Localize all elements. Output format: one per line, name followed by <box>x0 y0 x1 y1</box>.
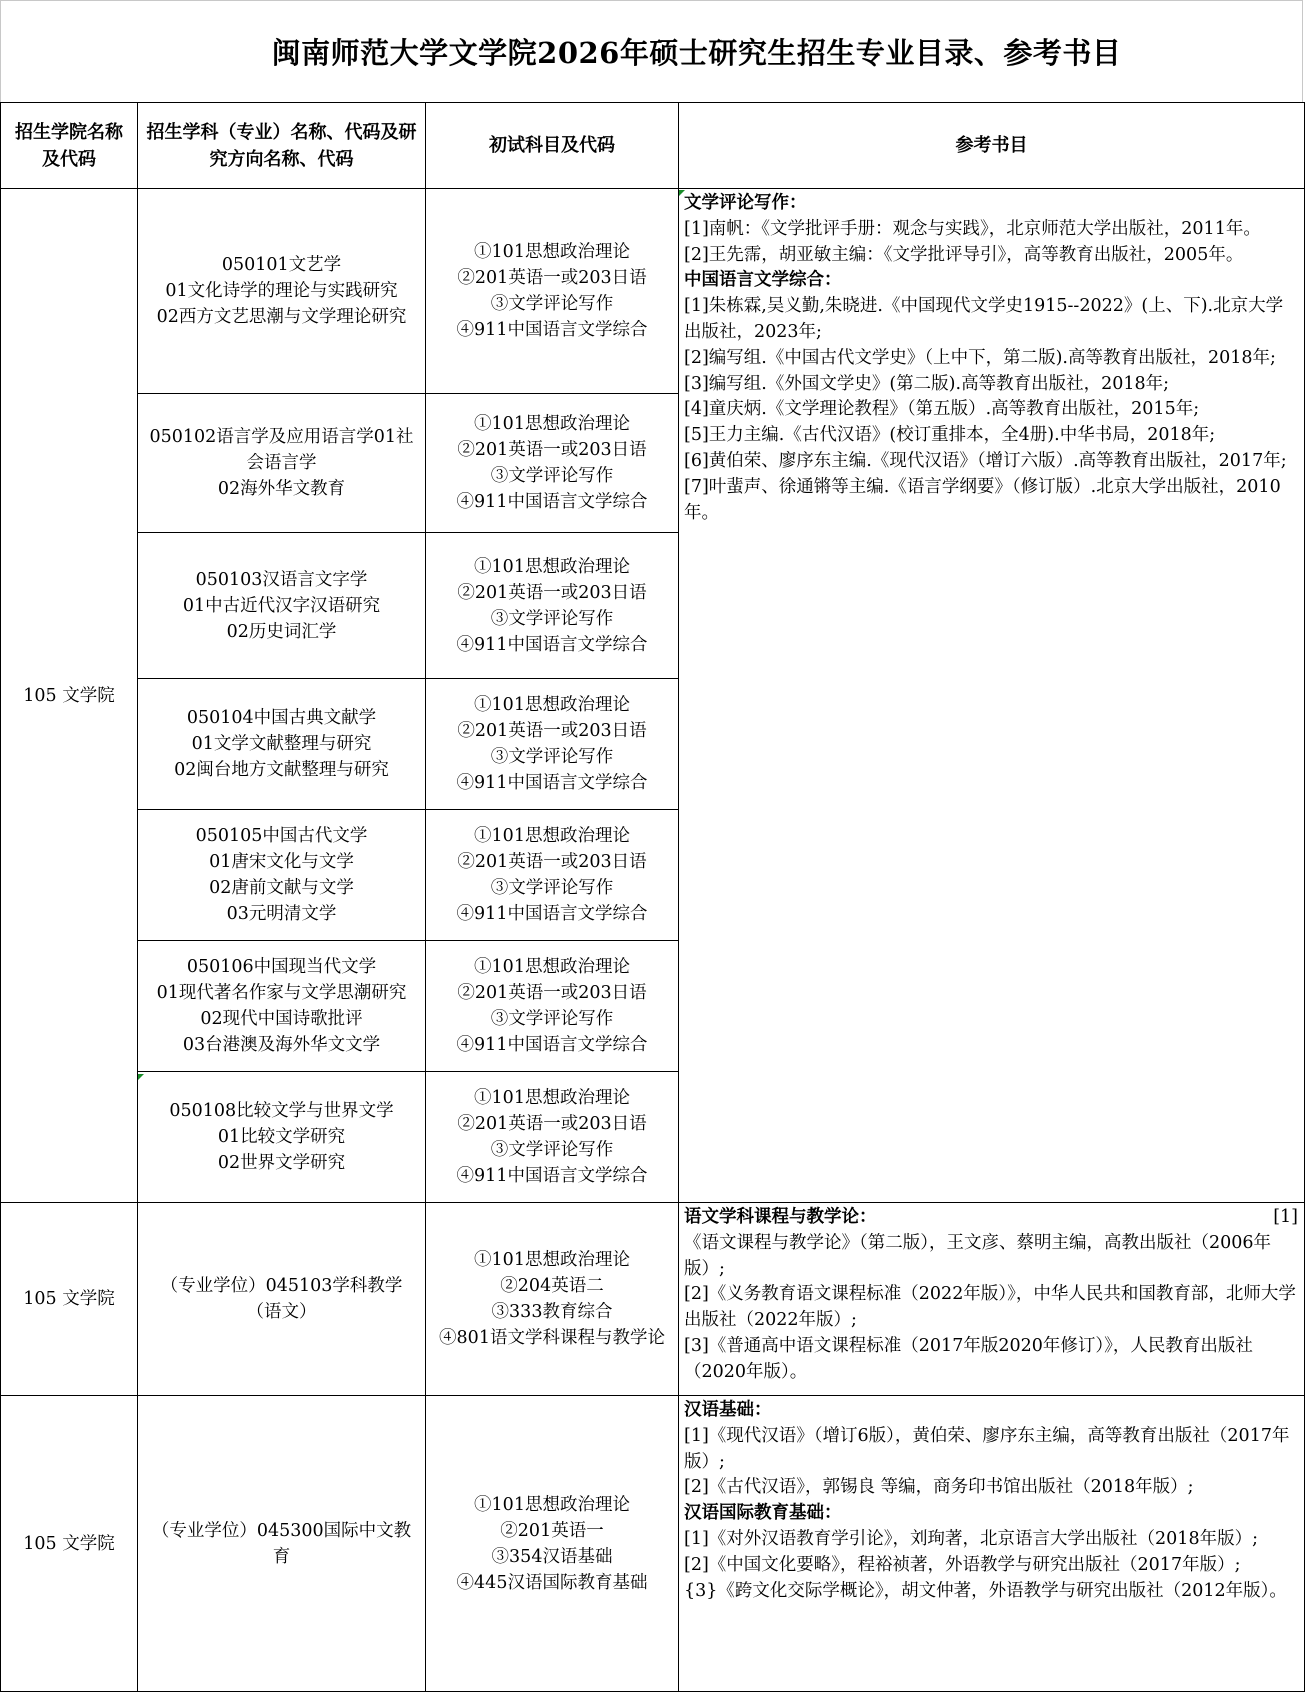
header-books: 参考书目 <box>679 103 1305 189</box>
exam-line: ②201英语一或203日语 <box>457 440 647 460</box>
major-line: 01文学文献整理与研究 <box>191 734 372 754</box>
exam-line: ④445汉语国际教育基础 <box>456 1572 648 1593</box>
exam-line: ③文学评论写作 <box>490 294 614 314</box>
exam-line: ③文学评论写作 <box>490 1009 614 1029</box>
major-line: 050104中国古典文献学 <box>186 708 377 728</box>
books-cell-045103 <box>679 1203 1305 1396</box>
exam-line: ④801语文学科课程与教学论 <box>439 1328 665 1348</box>
book-entry: {3}《跨文化交际学概论》，胡文仲著，外语教学与研究出版社（2012年版）。 <box>684 1580 1287 1601</box>
books-cell-045300 <box>679 1396 1305 1692</box>
exam-cell <box>426 394 679 533</box>
major-cell <box>138 679 426 810</box>
college-cell: 105 文学院 <box>1 1396 138 1692</box>
major-line: 02西方文艺思潮与文学理论研究 <box>156 307 407 327</box>
title-box <box>0 0 1303 102</box>
exam-line: ②204英语二 <box>500 1276 604 1296</box>
major-cell <box>138 810 426 941</box>
major-line: 050108比较文学与世界文学 <box>169 1101 394 1121</box>
cell-comment-marker <box>138 1074 144 1080</box>
exam-cell <box>426 1203 679 1396</box>
college-cell: 105 文学院 <box>1 189 138 1203</box>
exam-line: ②201英语一或203日语 <box>457 983 647 1003</box>
major-line: 02历史词汇学 <box>226 621 337 642</box>
exam-line: ③文学评论写作 <box>490 747 614 767</box>
exam-line: ①101思想政治理论 <box>474 826 630 846</box>
exam-line: ④911中国语言文学综合 <box>456 904 648 924</box>
major-line: 03元明清文学 <box>226 904 337 924</box>
book-entry: [2]王先霈，胡亚敏主编：《文学批评导引》，高等教育出版社，2005年。 <box>684 244 1244 265</box>
major-cell <box>138 941 426 1072</box>
major-cell <box>138 1072 426 1203</box>
exam-line: ①101思想政治理论 <box>474 242 630 262</box>
major-line: 050101文艺学 <box>221 255 342 275</box>
book-entry: [3]编写组.《外国文学史》(第二版).高等教育出版社，2018年; <box>684 373 1169 394</box>
major-line: 01比较文学研究 <box>217 1127 346 1147</box>
exam-line: ①101思想政治理论 <box>474 556 630 577</box>
exam-line: ④911中国语言文学综合 <box>456 1166 648 1186</box>
book-entry: [3]《普通高中语文课程标准（2017年版2020年修订）》，人民教育出版社（2020年版）。 <box>684 1335 1253 1382</box>
exam-line: ②201英语一或203日语 <box>457 852 647 872</box>
book-entry: [2]《古代汉语》，郭锡良 等编，商务印书馆出版社（2018年版）; <box>684 1477 1194 1498</box>
book-entry: [7]叶蜚声、徐通锵等主编.《语言学纲要》（修订版）.北京大学出版社，2010年。 <box>684 476 1281 523</box>
book-entry: [1]《现代汉语》（增订6版），黄伯荣、廖序东主编，高等教育出版社（2017年版）; <box>684 1425 1290 1472</box>
major-cell <box>138 533 426 679</box>
exam-cell <box>426 189 679 394</box>
major-line: 01中古近代汉字汉语研究 <box>182 595 381 616</box>
exam-line: ④911中国语言文学综合 <box>456 1035 648 1055</box>
book-entry: [5]王力主编.《古代汉语》(校订重排本，全4册).中华书局，2018年; <box>684 425 1216 446</box>
book-entry: [6]黄伯荣、廖序东主编.《现代汉语》（增订六版）.高等教育出版社，2017年; <box>684 450 1287 471</box>
exam-line: ①101思想政治理论 <box>474 957 630 977</box>
major-line: 02海外华文教育 <box>217 479 346 499</box>
exam-line: ④911中国语言文学综合 <box>456 773 648 793</box>
exam-line: ③文学评论写作 <box>490 1140 614 1160</box>
college-cell: 105 文学院 <box>1 1203 138 1396</box>
header-major: 招生学科（专业）名称、代码及研究方向名称、代码 <box>138 103 426 189</box>
major-cell <box>138 394 426 533</box>
exam-line: ②201英语一或203日语 <box>457 268 647 288</box>
book-entry: [2]编写组.《中国古代文学史》（上中下，第二版).高等教育出版社，2018年; <box>684 347 1276 368</box>
header-row <box>1 103 1305 189</box>
table-row <box>1 1203 1305 1396</box>
exam-line: ②201英语一或203日语 <box>457 582 647 603</box>
exam-cell <box>426 1396 679 1692</box>
book-entry: [1]《对外汉语教育学引论》，刘珣著，北京语言大学出版社（2018年版）; <box>684 1528 1258 1549</box>
books-section-title: 文学评论写作： <box>684 193 807 213</box>
major-cell: （专业学位）045103学科教学（语文） <box>138 1203 426 1396</box>
exam-line: ①101思想政治理论 <box>474 414 630 434</box>
major-line: 01唐宋文化与文学 <box>209 852 354 872</box>
exam-cell <box>426 1072 679 1203</box>
exam-line: ④911中国语言文学综合 <box>456 492 648 512</box>
exam-cell <box>426 679 679 810</box>
major-cell: （专业学位）045300国际中文教育 <box>138 1396 426 1692</box>
major-line: 01文化诗学的理论与实践研究 <box>165 281 398 301</box>
major-line: 050106中国现当代文学 <box>186 957 377 977</box>
table-row <box>1 189 1305 394</box>
exam-line: ④911中国语言文学综合 <box>456 320 648 340</box>
exam-line: ①101思想政治理论 <box>474 695 630 715</box>
book-entry: [2]《中国文化要略》，程裕祯著，外语教学与研究出版社（2017年版）; <box>684 1554 1241 1575</box>
header-college: 招生学院名称及代码 <box>1 103 138 189</box>
exam-line: ①101思想政治理论 <box>474 1494 630 1515</box>
exam-line: ①101思想政治理论 <box>474 1088 630 1108</box>
major-cell <box>138 189 426 394</box>
major-line: 050105中国古代文学 <box>195 826 368 846</box>
book-entry: [1]南帆：《文学批评手册：观念与实践》，北京师范大学出版社，2011年。 <box>684 218 1261 239</box>
major-line: 02闽台地方文献整理与研究 <box>174 760 389 780</box>
exam-cell <box>426 941 679 1072</box>
exam-line: ②201英语一或203日语 <box>457 721 647 741</box>
book-entry-index: [1] <box>1273 1207 1298 1227</box>
major-line: 050102语言学及应用语言学01社会语言学 <box>149 427 414 473</box>
exam-line: ②201英语一 <box>500 1520 604 1541</box>
cell-comment-marker <box>679 190 685 196</box>
books-section-row <box>684 1205 1298 1231</box>
major-line: 02世界文学研究 <box>217 1153 346 1173</box>
major-line: 03台港澳及海外华文文学 <box>182 1035 381 1055</box>
exam-line: ③文学评论写作 <box>490 878 614 898</box>
major-line: 02现代中国诗歌批评 <box>200 1009 363 1029</box>
books-section-title: 汉语国际教育基础： <box>684 1503 842 1524</box>
book-entry: [2]《义务教育语文课程标准（2022年版）》，中华人民共和国教育部，北师大学出版社（2022年版）; <box>684 1284 1296 1331</box>
book-entry: [4]童庆炳.《文学理论教程》（第五版）.高等教育出版社，2015年; <box>684 399 1200 420</box>
exam-cell <box>426 810 679 941</box>
books-section-title: 汉语基础： <box>684 1400 772 1420</box>
header-exam: 初试科目及代码 <box>426 103 679 189</box>
books-section-title: 语文学科课程与教学论： <box>684 1207 877 1227</box>
exam-line: ③333教育综合 <box>491 1302 613 1322</box>
book-entry: 《语文课程与教学论》（第二版），王文彦、蔡明主编，高教出版社（2006年版）; <box>684 1232 1272 1279</box>
page-title: 闽南师范大学文学院2026年硕士研究生招生专业目录、参考书目 <box>271 36 1122 70</box>
exam-line: ②201英语一或203日语 <box>457 1114 647 1134</box>
exam-cell <box>426 533 679 679</box>
major-line: 02唐前文献与文学 <box>209 878 354 898</box>
exam-line: ③文学评论写作 <box>490 608 614 629</box>
catalog-table <box>0 102 1305 1692</box>
exam-line: ④911中国语言文学综合 <box>456 634 648 655</box>
books-cell-main <box>679 189 1305 1203</box>
books-section-title: 中国语言文学综合： <box>684 270 842 291</box>
book-entry: [1]朱栋霖,吴义勤,朱晓进.《中国现代文学史1915--2022》(上、下).北京大学出版社，2023年; <box>684 296 1284 342</box>
exam-line: ③文学评论写作 <box>490 466 614 486</box>
major-line: 01现代著名作家与文学思潮研究 <box>156 983 407 1003</box>
major-line: 050103汉语言文字学 <box>195 569 368 590</box>
exam-line: ①101思想政治理论 <box>474 1250 630 1270</box>
exam-line: ③354汉语基础 <box>491 1546 613 1567</box>
table-row <box>1 1396 1305 1692</box>
